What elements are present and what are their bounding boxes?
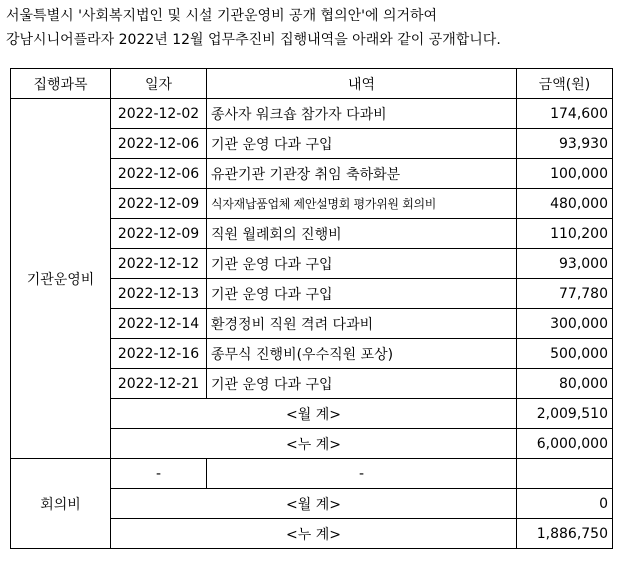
amount-cell: 77,780: [517, 279, 613, 309]
table-row: [11, 99, 613, 129]
cumulative-total-value: 6,000,000: [517, 429, 613, 459]
table-row: [11, 459, 613, 489]
amount-cell: 110,200: [517, 219, 613, 249]
description-cell: 종사자 워크숍 참가자 다과비: [207, 99, 517, 129]
date-cell: 2022-12-21: [111, 369, 207, 399]
date-cell: 2022-12-02: [111, 99, 207, 129]
header-category: 집행과목: [11, 69, 111, 99]
monthly-total-label: <월 계>: [111, 399, 517, 429]
date-cell: 2022-12-14: [111, 309, 207, 339]
description-cell: 종무식 진행비(우수직원 포상): [207, 339, 517, 369]
monthly-total-label: <월 계>: [111, 489, 517, 519]
header-row: [11, 69, 613, 99]
description-cell: -: [207, 459, 517, 489]
intro-line-2: 강남시니어플라자 2022년 12월 업무추진비 집행내역을 아래와 같이 공개합니다.: [6, 32, 501, 48]
date-cell: 2022-12-13: [111, 279, 207, 309]
amount-cell: 93,930: [517, 129, 613, 159]
header-description: 내역: [207, 69, 517, 99]
description-cell: 기관 운영 다과 구입: [207, 249, 517, 279]
date-cell: 2022-12-16: [111, 339, 207, 369]
date-cell: 2022-12-12: [111, 249, 207, 279]
monthly-total-value: 2,009,510: [517, 399, 613, 429]
monthly-total-value: 0: [517, 489, 613, 519]
intro-text: [6, 4, 618, 52]
amount-cell: 100,000: [517, 159, 613, 189]
amount-cell: 480,000: [517, 189, 613, 219]
header-amount: 금액(원): [517, 69, 613, 99]
description-cell: 기관 운영 다과 구입: [207, 129, 517, 159]
date-cell: 2022-12-06: [111, 129, 207, 159]
description-cell: 환경정비 직원 격려 다과비: [207, 309, 517, 339]
cumulative-total-label: <누 계>: [111, 519, 517, 549]
intro-line-1: 서울특별시 '사회복지법인 및 시설 기관운영비 공개 협의안'에 의거하여: [6, 8, 438, 24]
category-cell-operating: 기관운영비: [11, 99, 111, 459]
amount-cell: 300,000: [517, 309, 613, 339]
cumulative-total-value: 1,886,750: [517, 519, 613, 549]
description-cell: 기관 운영 다과 구입: [207, 369, 517, 399]
description-cell: 기관 운영 다과 구입: [207, 279, 517, 309]
amount-cell: 80,000: [517, 369, 613, 399]
description-cell: 식자재납품업체 제안설명회 평가위원 회의비: [207, 189, 517, 219]
amount-cell: 174,600: [517, 99, 613, 129]
amount-cell: 93,000: [517, 249, 613, 279]
date-cell: 2022-12-09: [111, 189, 207, 219]
description-cell: 유관기관 기관장 취임 축하화분: [207, 159, 517, 189]
amount-cell: 500,000: [517, 339, 613, 369]
category-cell-meeting: 회의비: [11, 459, 111, 549]
header-date: 일자: [111, 69, 207, 99]
date-cell: 2022-12-06: [111, 159, 207, 189]
cumulative-total-label: <누 계>: [111, 429, 517, 459]
description-cell: 직원 월례회의 진행비: [207, 219, 517, 249]
expense-table: [10, 68, 613, 549]
date-cell: 2022-12-09: [111, 219, 207, 249]
date-cell: -: [111, 459, 207, 489]
amount-cell: [517, 459, 613, 489]
